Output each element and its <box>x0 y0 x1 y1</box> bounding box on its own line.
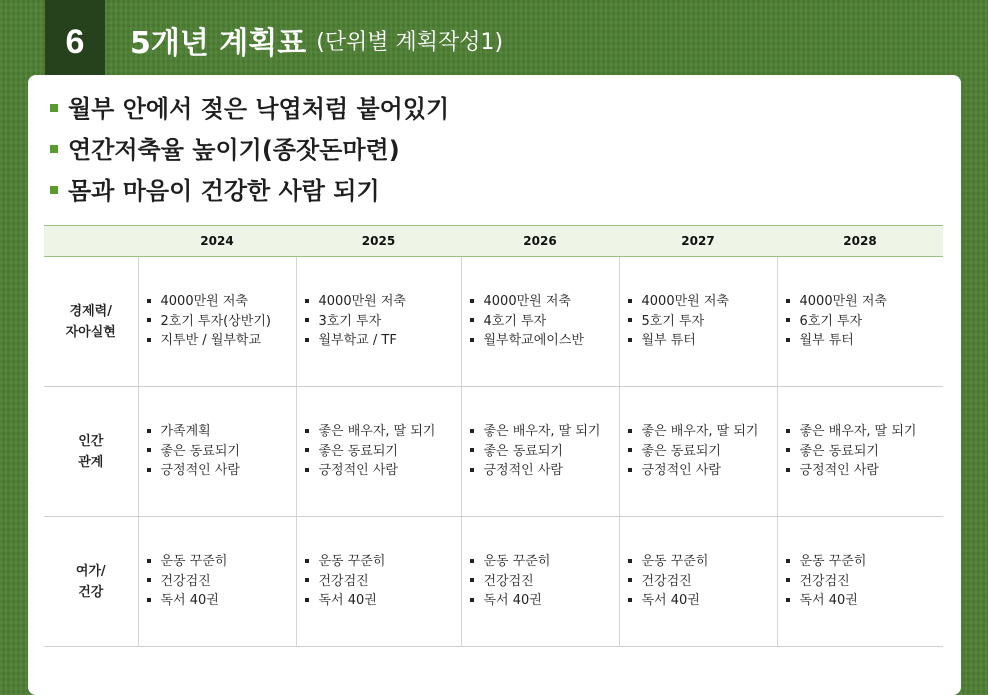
plan-item-list <box>297 292 461 351</box>
row-header-cell <box>44 517 138 647</box>
row-header-text: 건강 <box>78 584 104 600</box>
row-header-cell <box>44 257 138 387</box>
row-header-cell <box>44 387 138 517</box>
plan-item: 건강검진 <box>147 572 296 592</box>
plan-item: 독서 40권 <box>786 591 944 611</box>
plan-item: 지투반 / 월부학교 <box>147 331 296 351</box>
plan-item: 월부학교에이스반 <box>470 331 619 351</box>
plan-item: 좋은 배우자, 딸 되기 <box>305 422 461 442</box>
plan-cell <box>461 387 619 517</box>
plan-item: 3호기 투자 <box>305 312 461 332</box>
plan-item-list <box>139 422 296 481</box>
plan-cell <box>296 387 461 517</box>
plan-item: 긍정적인 사람 <box>786 461 944 481</box>
plan-item-list <box>139 292 296 351</box>
plan-item: 좋은 동료되기 <box>470 442 619 462</box>
plan-item: 운동 꾸준히 <box>786 552 944 572</box>
plan-item: 좋은 동료되기 <box>147 442 296 462</box>
plan-item: 독서 40권 <box>305 591 461 611</box>
bullet-square-icon <box>50 104 58 112</box>
plan-item: 긍정적인 사람 <box>305 461 461 481</box>
plan-item: 4000만원 저축 <box>786 292 944 312</box>
plan-item: 4000만원 저축 <box>628 292 777 312</box>
plan-item: 긍정적인 사람 <box>628 461 777 481</box>
plan-item: 좋은 동료되기 <box>305 442 461 462</box>
plan-item-list <box>620 422 777 481</box>
plan-item-list <box>297 422 461 481</box>
plan-item: 4000만원 저축 <box>470 292 619 312</box>
plan-item: 건강검진 <box>305 572 461 592</box>
row-header-text: 경제력/ <box>69 303 112 319</box>
plan-item: 건강검진 <box>628 572 777 592</box>
plan-item: 좋은 배우자, 딸 되기 <box>628 422 777 442</box>
plan-item: 월부 튜터 <box>786 331 944 351</box>
plan-item: 좋은 배우자, 딸 되기 <box>786 422 944 442</box>
goal-item <box>50 89 449 130</box>
plan-item: 4호기 투자 <box>470 312 619 332</box>
goal-list <box>50 89 449 212</box>
plan-item: 긍정적인 사람 <box>147 461 296 481</box>
table-row <box>44 517 943 647</box>
plan-item: 긍정적인 사람 <box>470 461 619 481</box>
plan-cell <box>777 517 943 647</box>
plan-cell <box>138 517 296 647</box>
plan-cell <box>619 257 777 387</box>
row-header-text: 인간 <box>78 433 104 449</box>
plan-item: 5호기 투자 <box>628 312 777 332</box>
corner-header-cell <box>44 226 138 257</box>
plan-item-list <box>462 422 619 481</box>
plan-item-list <box>778 422 944 481</box>
row-header-text: 여가/ <box>75 563 106 579</box>
goal-item <box>50 130 449 171</box>
year-header: 2026 <box>461 226 619 257</box>
plan-item-list <box>462 292 619 351</box>
slide-number: 6 <box>45 0 105 76</box>
plan-item-list <box>620 292 777 351</box>
plan-cell <box>461 517 619 647</box>
plan-item: 좋은 동료되기 <box>628 442 777 462</box>
bullet-square-icon <box>50 186 58 194</box>
goal-text: 몸과 마음이 건강한 사람 되기 <box>68 177 380 205</box>
plan-item: 건강검진 <box>470 572 619 592</box>
plan-item: 4000만원 저축 <box>147 292 296 312</box>
goal-text: 연간저축율 높이기(종잣돈마련) <box>68 136 400 164</box>
plan-cell <box>296 517 461 647</box>
plan-item: 월부학교 / TF <box>305 331 461 351</box>
plan-item: 4000만원 저축 <box>305 292 461 312</box>
plan-item: 좋은 동료되기 <box>786 442 944 462</box>
plan-cell <box>138 257 296 387</box>
row-header-text: 관계 <box>78 454 104 470</box>
plan-item-list <box>462 552 619 611</box>
plan-item: 좋은 배우자, 딸 되기 <box>470 422 619 442</box>
table-body <box>44 257 943 647</box>
year-header: 2025 <box>296 226 461 257</box>
plan-item: 운동 꾸준히 <box>628 552 777 572</box>
table-row <box>44 257 943 387</box>
plan-cell <box>619 517 777 647</box>
plan-item: 건강검진 <box>786 572 944 592</box>
year-header: 2028 <box>777 226 943 257</box>
plan-item: 운동 꾸준히 <box>305 552 461 572</box>
plan-item: 운동 꾸준히 <box>470 552 619 572</box>
row-header-text: 자아실현 <box>65 324 116 340</box>
plan-item: 독서 40권 <box>628 591 777 611</box>
year-header: 2024 <box>138 226 296 257</box>
plan-cell <box>138 387 296 517</box>
plan-cell <box>777 257 943 387</box>
plan-item: 독서 40권 <box>147 591 296 611</box>
plan-cell <box>619 387 777 517</box>
plan-item: 운동 꾸준히 <box>147 552 296 572</box>
plan-table <box>44 225 943 647</box>
bullet-square-icon <box>50 145 58 153</box>
year-header: 2027 <box>619 226 777 257</box>
plan-item-list <box>778 552 944 611</box>
plan-item-list <box>139 552 296 611</box>
goal-text: 월부 안에서 젖은 낙엽처럼 붙어있기 <box>68 95 450 123</box>
content-panel <box>28 75 961 695</box>
plan-item: 독서 40권 <box>470 591 619 611</box>
plan-cell <box>777 387 943 517</box>
goal-item <box>50 171 449 212</box>
plan-item: 2호기 투자(상반기) <box>147 312 296 332</box>
header-band <box>0 0 988 76</box>
table-header-row <box>44 226 943 257</box>
title-main: 5개년 계획표 <box>130 26 307 61</box>
plan-item-list <box>778 292 944 351</box>
plan-item: 월부 튜터 <box>628 331 777 351</box>
plan-item-list <box>620 552 777 611</box>
plan-item: 가족계획 <box>147 422 296 442</box>
title-subtitle: (단위별 계획작성1) <box>316 29 504 55</box>
plan-item-list <box>297 552 461 611</box>
plan-cell <box>296 257 461 387</box>
table-row <box>44 387 943 517</box>
plan-item: 6호기 투자 <box>786 312 944 332</box>
page-title <box>130 18 503 62</box>
plan-cell <box>461 257 619 387</box>
